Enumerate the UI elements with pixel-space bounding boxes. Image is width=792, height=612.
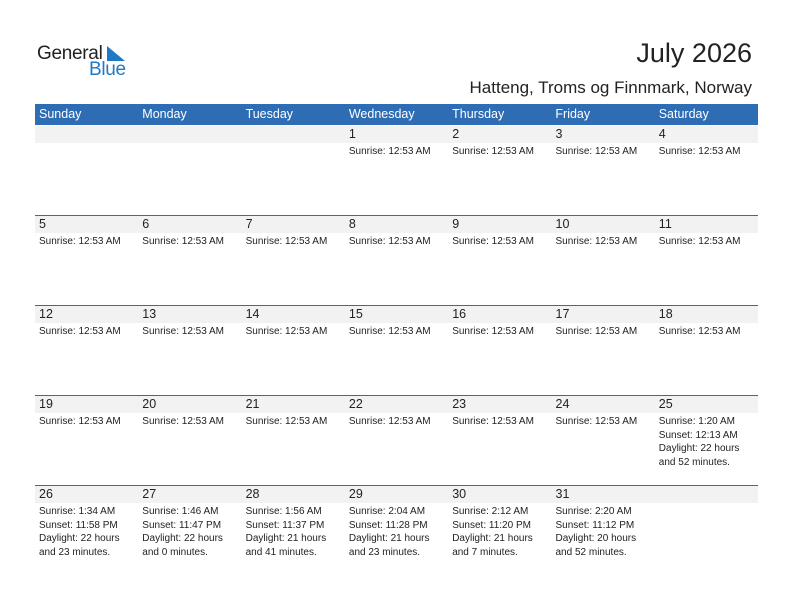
day-number: 30 (452, 487, 467, 501)
sun-info-line: and 52 minutes. (658, 456, 730, 468)
day-sun-info (659, 145, 741, 159)
day-cell (138, 125, 241, 215)
sun-info-line: Daylight: 22 hours (658, 443, 740, 454)
day-number: 18 (658, 307, 673, 321)
day-cell (35, 395, 138, 485)
day-sun-info (349, 325, 431, 339)
day-sun-info (246, 415, 328, 429)
day-cell (655, 395, 758, 485)
day-number: 13 (142, 307, 157, 321)
day-cell (138, 395, 241, 485)
day-sun-info (452, 325, 534, 339)
day-cell (655, 485, 758, 575)
day-cell (35, 125, 138, 215)
day-sun-info (246, 235, 328, 249)
sun-info-line: Sunrise: 2:04 AM (348, 506, 426, 517)
day-cell (345, 485, 448, 575)
day-sun-info (452, 505, 533, 559)
day-number: 3 (555, 127, 563, 141)
sun-info-line: Daylight: 21 hours (245, 533, 327, 544)
sun-info-line: Sunrise: 12:53 AM (658, 236, 741, 247)
sun-info-line: Sunrise: 12:53 AM (348, 146, 431, 157)
day-cell (242, 215, 345, 305)
sun-info-line: Sunrise: 1:56 AM (245, 506, 322, 517)
day-cell (448, 395, 551, 485)
sun-info-line: Sunrise: 12:53 AM (39, 416, 121, 427)
day-sun-info (452, 145, 534, 159)
day-sun-info (659, 415, 740, 469)
weekday-wednesday: Wednesday (348, 107, 415, 121)
day-number: 7 (245, 217, 253, 231)
weekday-friday: Friday (555, 107, 591, 121)
sun-info-line: Daylight: 22 hours (39, 533, 120, 544)
day-number: 23 (452, 397, 467, 411)
day-sun-info (556, 415, 638, 429)
sun-info-line: and 7 minutes. (452, 546, 518, 558)
sun-info-line: Sunrise: 12:53 AM (142, 236, 225, 247)
sun-info-line: and 52 minutes. (555, 546, 627, 558)
day-sun-info (142, 415, 224, 429)
week-row (35, 305, 758, 395)
sun-info-line: Sunrise: 1:20 AM (658, 416, 735, 427)
day-number: 17 (555, 307, 570, 321)
sun-info-line: Sunrise: 12:53 AM (245, 416, 328, 427)
weekday-saturday: Saturday (658, 107, 709, 121)
day-cell (345, 395, 448, 485)
day-sun-info (142, 235, 224, 249)
day-sun-info (349, 235, 431, 249)
day-sun-info (142, 325, 224, 339)
day-cell (448, 305, 551, 395)
day-cell (552, 485, 655, 575)
sun-info-line: and 41 minutes. (245, 546, 317, 558)
day-cell (138, 485, 241, 575)
logo (37, 43, 137, 83)
sun-info-line: Daylight: 20 hours (555, 533, 637, 544)
sun-info-line: and 0 minutes. (142, 546, 208, 558)
sun-info-line: Sunrise: 2:12 AM (452, 506, 529, 517)
day-sun-info (39, 235, 121, 249)
sun-info-line: Sunrise: 12:53 AM (658, 326, 741, 337)
day-number: 5 (39, 217, 46, 231)
sun-info-line: Sunset: 11:37 PM (245, 519, 325, 531)
weekday-header (35, 104, 758, 125)
weekday-tuesday: Tuesday (245, 107, 294, 121)
weekday-monday: Monday (142, 107, 187, 121)
sun-info-line: Sunrise: 12:53 AM (555, 326, 638, 337)
logo-general-text: General (37, 43, 103, 64)
sun-info-line: Sunset: 11:28 PM (348, 519, 428, 531)
day-number: 24 (555, 397, 570, 411)
sun-info-line: Sunrise: 12:53 AM (452, 326, 534, 337)
sun-info-line: Sunrise: 12:53 AM (39, 326, 121, 337)
sun-info-line: Sunset: 11:58 PM (39, 519, 118, 531)
sun-info-line: Sunrise: 12:53 AM (245, 236, 328, 247)
day-sun-info (349, 145, 431, 159)
sun-info-line: and 23 minutes. (39, 546, 111, 558)
day-number: 20 (142, 397, 157, 411)
sun-info-line: Sunrise: 12:53 AM (452, 416, 534, 427)
day-sun-info (39, 415, 121, 429)
sun-info-line: Sunrise: 12:53 AM (452, 146, 534, 157)
sun-info-line: Sunrise: 12:53 AM (348, 416, 431, 427)
day-number: 16 (452, 307, 467, 321)
day-sun-info (142, 505, 223, 559)
day-number: 6 (142, 217, 150, 231)
day-sun-info (556, 145, 638, 159)
day-number: 31 (555, 487, 570, 501)
day-cell (242, 125, 345, 215)
day-number: 10 (555, 217, 570, 231)
day-number: 25 (658, 397, 673, 411)
day-number: 14 (245, 307, 260, 321)
sun-info-line: Sunrise: 12:53 AM (555, 146, 638, 157)
day-number: 8 (348, 217, 356, 231)
day-number: 26 (39, 487, 53, 501)
week-row (35, 125, 758, 215)
day-number: 19 (39, 397, 53, 411)
weekday-sunday: Sunday (39, 107, 82, 121)
day-cell (242, 395, 345, 485)
location-subtitle: Hatteng, Troms og Finnmark, Norway (469, 78, 752, 97)
day-cell (448, 485, 551, 575)
day-cell (655, 305, 758, 395)
day-cell (655, 215, 758, 305)
day-number: 1 (348, 127, 356, 141)
day-cell (138, 215, 241, 305)
page-title: July 2026 (636, 38, 752, 68)
sun-info-line: Sunrise: 12:53 AM (142, 416, 225, 427)
day-sun-info (246, 325, 328, 339)
day-cell (345, 215, 448, 305)
day-cell (138, 305, 241, 395)
sun-info-line: Sunrise: 12:53 AM (142, 326, 225, 337)
logo-blue-text: Blue (89, 59, 126, 80)
sun-info-line: Daylight: 22 hours (142, 533, 223, 544)
day-number: 27 (142, 487, 157, 501)
day-cell (345, 305, 448, 395)
sun-info-line: Sunset: 11:12 PM (555, 519, 635, 531)
day-number: 11 (658, 217, 672, 231)
day-cell (242, 305, 345, 395)
week-row (35, 395, 758, 485)
sun-info-line: Sunrise: 12:53 AM (348, 236, 431, 247)
weekday-thursday: Thursday (452, 107, 505, 121)
sun-info-line: Sunrise: 12:53 AM (555, 416, 638, 427)
day-sun-info (452, 415, 534, 429)
day-sun-info (659, 325, 741, 339)
day-cell (35, 215, 138, 305)
sun-info-line: Daylight: 21 hours (452, 533, 533, 544)
day-sun-info (349, 415, 431, 429)
sun-info-line: Sunrise: 1:46 AM (142, 506, 219, 517)
day-number: 4 (658, 127, 666, 141)
day-cell (655, 125, 758, 215)
sun-info-line: Sunset: 12:13 AM (658, 429, 738, 441)
sun-info-line: Sunrise: 12:53 AM (452, 236, 534, 247)
sun-info-line: Sunrise: 12:53 AM (348, 326, 431, 337)
day-cell (242, 485, 345, 575)
day-sun-info (452, 235, 534, 249)
sun-info-line: and 23 minutes. (348, 546, 421, 558)
sun-info-line: Sunrise: 12:53 AM (245, 326, 328, 337)
sun-info-line: Sunset: 11:47 PM (142, 519, 222, 531)
sun-info-line: Sunrise: 2:20 AM (555, 506, 632, 517)
day-sun-info (556, 325, 638, 339)
sun-info-line: Sunset: 11:20 PM (452, 519, 531, 531)
day-number: 29 (348, 487, 363, 501)
day-number: 28 (245, 487, 260, 501)
day-sun-info (659, 235, 741, 249)
sun-info-line: Sunrise: 12:53 AM (555, 236, 638, 247)
week-row (35, 485, 758, 575)
day-cell (448, 215, 551, 305)
day-cell (448, 125, 551, 215)
day-sun-info (556, 235, 638, 249)
day-cell (552, 215, 655, 305)
day-cell (35, 305, 138, 395)
day-sun-info (556, 505, 637, 559)
sun-info-line: Sunrise: 12:53 AM (658, 146, 741, 157)
day-cell (552, 125, 655, 215)
sun-info-line: Sunrise: 12:53 AM (39, 236, 121, 247)
day-cell (35, 485, 138, 575)
day-sun-info (246, 505, 327, 559)
day-number: 12 (39, 307, 53, 321)
week-row (35, 215, 758, 305)
day-number: 2 (452, 127, 460, 141)
day-cell (345, 125, 448, 215)
day-number: 21 (245, 397, 260, 411)
day-cell (552, 305, 655, 395)
day-sun-info (39, 325, 121, 339)
day-cell (552, 395, 655, 485)
day-sun-info (39, 505, 120, 559)
day-number: 15 (348, 307, 363, 321)
sun-info-line: Daylight: 21 hours (348, 533, 430, 544)
sun-info-line: Sunrise: 1:34 AM (39, 506, 116, 517)
day-number: 22 (348, 397, 363, 411)
day-sun-info (349, 505, 430, 559)
day-number: 9 (452, 217, 460, 231)
